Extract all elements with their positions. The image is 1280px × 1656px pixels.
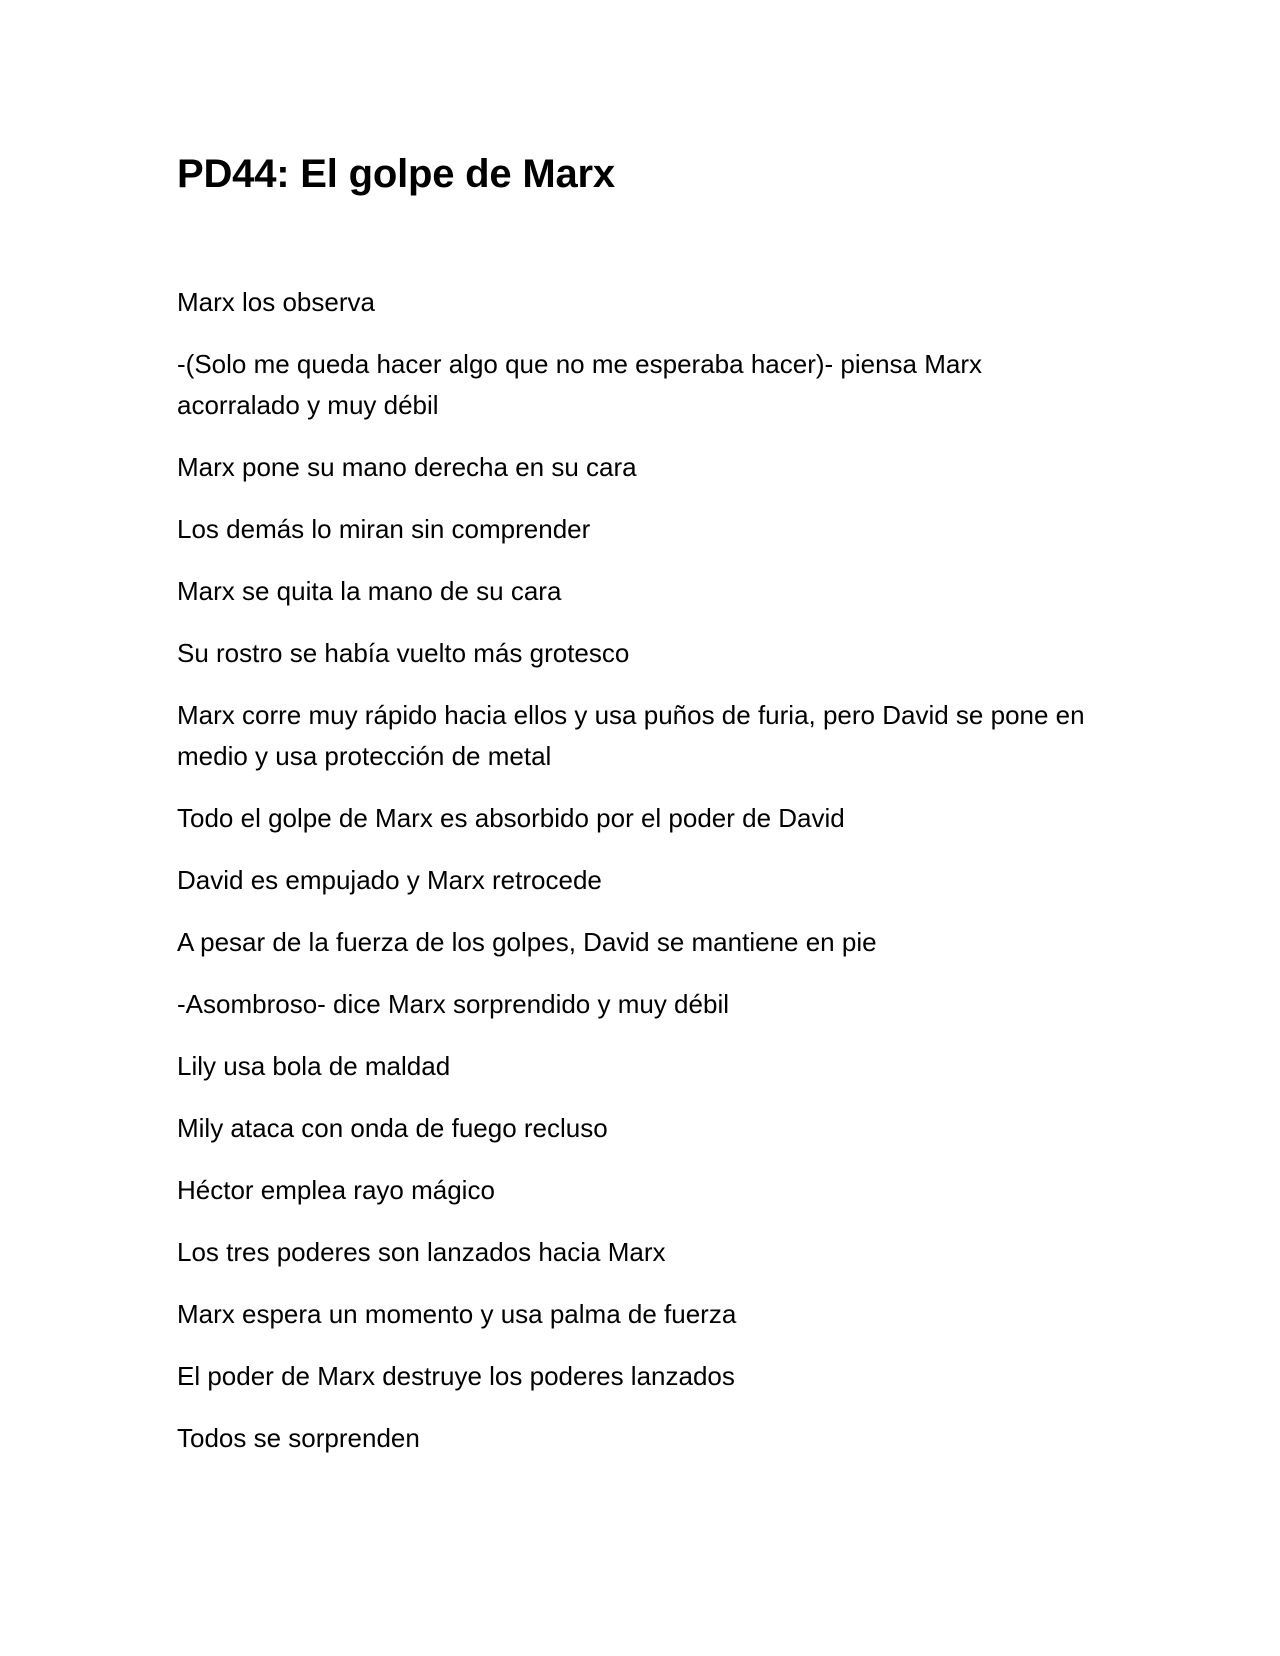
paragraph: Marx espera un momento y usa palma de fuerza	[177, 1299, 737, 1329]
paragraph: Los tres poderes son lanzados hacia Marx	[177, 1237, 666, 1267]
paragraph: Marx pone su mano derecha en su cara	[177, 452, 637, 482]
paragraph: Marx se quita la mano de su cara	[177, 576, 562, 606]
paragraph: El poder de Marx destruye los poderes lanzados	[177, 1361, 735, 1391]
paragraph: A pesar de la fuerza de los golpes, David se mantiene en pie	[177, 927, 877, 957]
paragraph: Su rostro se había vuelto más grotesco	[177, 638, 630, 668]
paragraph: -Asombroso- dice Marx sorprendido y muy débil	[177, 989, 729, 1019]
document-body	[177, 148, 1097, 1480]
paragraph: Todos se sorprenden	[177, 1423, 420, 1453]
paragraph: David es empujado y Marx retrocede	[177, 865, 602, 895]
paragraph: Marx corre muy rápido hacia ellos y usa puños de furia, pero David se pone en medio y usa protección de metal	[177, 700, 1085, 771]
paragraph-list	[177, 282, 1097, 1459]
paragraph: Los demás lo miran sin comprender	[177, 514, 591, 544]
paragraph: Marx los observa	[177, 287, 375, 317]
paragraph: Mily ataca con onda de fuego recluso	[177, 1113, 608, 1143]
paragraph: Héctor emplea rayo mágico	[177, 1175, 495, 1205]
paragraph: Lily usa bola de maldad	[177, 1051, 451, 1081]
paragraph: Todo el golpe de Marx es absorbido por el poder de David	[177, 803, 845, 833]
paragraph: -(Solo me queda hacer algo que no me esperaba hacer)- piensa Marx acorralado y muy débil	[177, 349, 983, 420]
document-title: PD44: El golpe de Marx	[177, 152, 615, 196]
